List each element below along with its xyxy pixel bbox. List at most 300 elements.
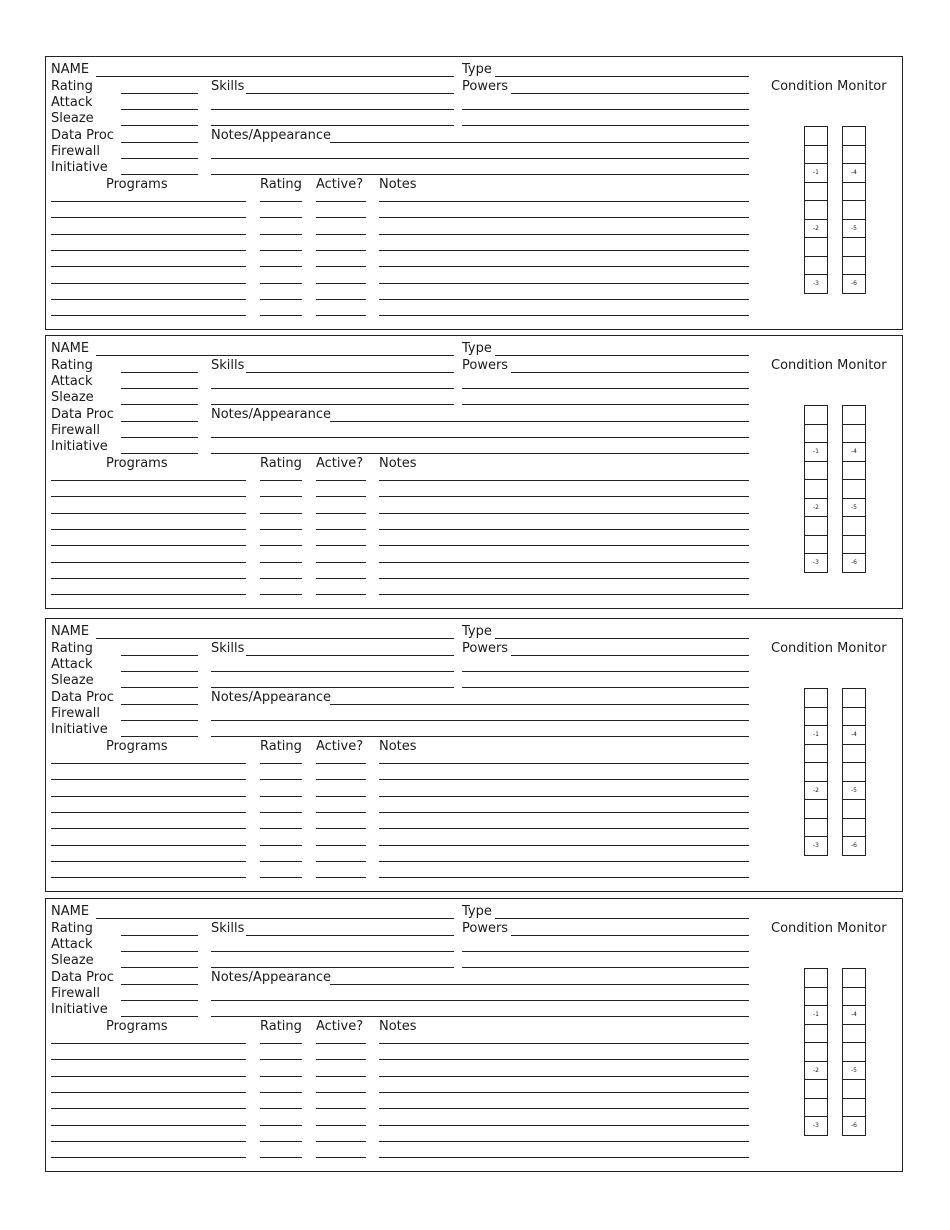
condition-box[interactable] (842, 1098, 866, 1118)
program-name-cell[interactable] (51, 480, 246, 481)
program-name-cell[interactable] (51, 562, 246, 563)
program-notes-cell[interactable] (379, 763, 749, 764)
program-active-cell[interactable] (316, 779, 366, 780)
firewall-field[interactable] (121, 158, 198, 159)
program-rating-cell[interactable] (260, 496, 302, 497)
skills-field[interactable] (246, 655, 454, 656)
program-rating-cell[interactable] (260, 845, 302, 846)
attack-field[interactable] (121, 671, 198, 672)
program-rating-cell[interactable] (260, 578, 302, 579)
program-name-cell[interactable] (51, 812, 246, 813)
program-rating-cell[interactable] (260, 315, 302, 316)
condition-box[interactable]: -6 (842, 1116, 866, 1136)
condition-box[interactable]: -3 (804, 274, 828, 294)
condition-box[interactable] (804, 516, 828, 536)
type-field[interactable] (495, 355, 749, 356)
condition-box[interactable] (804, 799, 828, 819)
condition-box[interactable]: -6 (842, 274, 866, 294)
program-notes-cell[interactable] (379, 529, 749, 530)
condition-box[interactable]: -6 (842, 553, 866, 573)
notes-appearance-field-3[interactable] (211, 736, 749, 737)
notes-appearance-field[interactable] (330, 421, 749, 422)
condition-box[interactable] (842, 145, 866, 165)
data-proc-field[interactable] (121, 984, 198, 985)
notes-appearance-field-2[interactable] (211, 1000, 749, 1001)
condition-box[interactable] (842, 688, 866, 708)
skills-field-3[interactable] (211, 967, 454, 968)
condition-box[interactable] (842, 744, 866, 764)
condition-box[interactable] (804, 1079, 828, 1099)
program-rating-cell[interactable] (260, 250, 302, 251)
condition-box[interactable]: -6 (842, 836, 866, 856)
program-name-cell[interactable] (51, 201, 246, 202)
program-active-cell[interactable] (316, 1157, 366, 1158)
condition-box[interactable] (804, 237, 828, 257)
program-notes-cell[interactable] (379, 283, 749, 284)
rating-label: Rating (51, 641, 93, 656)
program-name-cell[interactable] (51, 529, 246, 530)
program-notes-cell[interactable] (379, 877, 749, 878)
condition-box[interactable] (804, 126, 828, 146)
condition-box[interactable] (842, 256, 866, 276)
program-rating-cell[interactable] (260, 877, 302, 878)
condition-monitor-title: Condition Monitor (771, 921, 887, 936)
program-active-cell[interactable] (316, 812, 366, 813)
program-active-cell[interactable] (316, 1059, 366, 1060)
condition-box[interactable]: -4 (842, 1005, 866, 1025)
program-notes-cell[interactable] (379, 828, 749, 829)
program-rating-cell[interactable] (260, 266, 302, 267)
program-active-cell[interactable] (316, 1043, 366, 1044)
program-rating-cell[interactable] (260, 1076, 302, 1077)
notes-appearance-field-2[interactable] (211, 720, 749, 721)
program-rating-header: Rating (260, 739, 302, 754)
program-rating-cell[interactable] (260, 1108, 302, 1109)
condition-box[interactable] (842, 424, 866, 444)
program-active-cell[interactable] (316, 1108, 366, 1109)
program-active-cell[interactable] (316, 562, 366, 563)
program-rating-cell[interactable] (260, 594, 302, 595)
program-notes-cell[interactable] (379, 234, 749, 235)
rating-label: Rating (51, 79, 93, 94)
attack-field[interactable] (121, 388, 198, 389)
condition-box[interactable] (804, 424, 828, 444)
initiative-field[interactable] (121, 174, 198, 175)
program-name-cell[interactable] (51, 545, 246, 546)
program-active-cell[interactable] (316, 861, 366, 862)
rating-field[interactable] (121, 372, 198, 373)
program-rating-cell[interactable] (260, 861, 302, 862)
condition-box[interactable] (804, 987, 828, 1007)
condition-box[interactable]: -3 (804, 553, 828, 573)
condition-box[interactable] (804, 688, 828, 708)
condition-monitor-column-right (842, 126, 866, 294)
notes-appearance-field-3[interactable] (211, 174, 749, 175)
program-rating-cell[interactable] (260, 234, 302, 235)
powers-label: Powers (462, 358, 509, 373)
condition-box[interactable]: -1 (804, 725, 828, 745)
notes-appearance-field[interactable] (330, 984, 749, 985)
sleaze-label: Sleaze (51, 673, 94, 688)
skills-field-3[interactable] (211, 687, 454, 688)
program-rating-cell[interactable] (260, 796, 302, 797)
condition-box[interactable] (842, 1042, 866, 1062)
program-rating-cell[interactable] (260, 299, 302, 300)
rating-field[interactable] (121, 93, 198, 94)
condition-box[interactable] (842, 1079, 866, 1099)
condition-box[interactable] (804, 200, 828, 220)
program-notes-cell[interactable] (379, 845, 749, 846)
program-rating-cell[interactable] (260, 812, 302, 813)
type-field[interactable] (495, 638, 749, 639)
data-proc-label: Data Proc (51, 407, 114, 422)
notes-appearance-field[interactable] (330, 704, 749, 705)
program-notes-cell[interactable] (379, 796, 749, 797)
condition-box[interactable] (804, 1098, 828, 1118)
program-name-cell[interactable] (51, 796, 246, 797)
condition-box[interactable] (842, 987, 866, 1007)
program-active-cell[interactable] (316, 828, 366, 829)
powers-field-2[interactable] (462, 109, 749, 110)
powers-field[interactable] (511, 93, 749, 94)
type-label: Type (462, 624, 492, 639)
program-notes-cell[interactable] (379, 1125, 749, 1126)
program-active-cell[interactable] (316, 1125, 366, 1126)
condition-monitor-column-right (842, 405, 866, 573)
condition-box[interactable] (842, 1024, 866, 1044)
name-field[interactable] (96, 918, 454, 919)
record-card-3 (45, 618, 903, 892)
program-name-cell[interactable] (51, 1108, 246, 1109)
program-active-cell[interactable] (316, 763, 366, 764)
firewall-field[interactable] (121, 720, 198, 721)
program-notes-cell[interactable] (379, 1076, 749, 1077)
powers-field[interactable] (511, 935, 749, 936)
program-notes-cell[interactable] (379, 1157, 749, 1158)
condition-box[interactable]: -4 (842, 163, 866, 183)
program-rating-cell[interactable] (260, 779, 302, 780)
condition-box[interactable]: -1 (804, 1005, 828, 1025)
sleaze-field[interactable] (121, 404, 198, 405)
program-active-cell[interactable] (316, 1141, 366, 1142)
program-rating-cell[interactable] (260, 1125, 302, 1126)
program-name-cell[interactable] (51, 1125, 246, 1126)
notes-appearance-field-2[interactable] (211, 158, 749, 159)
program-active-cell[interactable] (316, 234, 366, 235)
rating-field[interactable] (121, 935, 198, 936)
program-name-cell[interactable] (51, 763, 246, 764)
program-active-cell[interactable] (316, 796, 366, 797)
condition-box[interactable] (842, 762, 866, 782)
skills-label: Skills (211, 79, 245, 94)
program-active-cell[interactable] (316, 283, 366, 284)
powers-field[interactable] (511, 372, 749, 373)
program-notes-cell[interactable] (379, 578, 749, 579)
program-active-cell[interactable] (316, 299, 366, 300)
program-name-cell[interactable] (51, 779, 246, 780)
program-notes-cell[interactable] (379, 1141, 749, 1142)
program-rating-cell[interactable] (260, 201, 302, 202)
name-field[interactable] (96, 638, 454, 639)
program-rating-cell[interactable] (260, 513, 302, 514)
condition-box[interactable]: -4 (842, 725, 866, 745)
condition-box[interactable]: -2 (804, 498, 828, 518)
condition-box[interactable] (842, 818, 866, 838)
program-name-cell[interactable] (51, 266, 246, 267)
condition-box[interactable] (842, 516, 866, 536)
program-name-cell[interactable] (51, 828, 246, 829)
attack-label: Attack (51, 657, 93, 672)
powers-field-2[interactable] (462, 951, 749, 952)
data-proc-field[interactable] (121, 421, 198, 422)
program-notes-cell[interactable] (379, 779, 749, 780)
program-notes-cell[interactable] (379, 594, 749, 595)
program-rating-cell[interactable] (260, 529, 302, 530)
condition-monitor-column-left (804, 688, 828, 856)
program-rating-cell[interactable] (260, 1043, 302, 1044)
program-rating-cell[interactable] (260, 828, 302, 829)
condition-box[interactable] (842, 968, 866, 988)
active-header: Active? (316, 456, 364, 471)
program-rating-cell[interactable] (260, 1059, 302, 1060)
program-active-cell[interactable] (316, 877, 366, 878)
firewall-field[interactable] (121, 1000, 198, 1001)
program-name-cell[interactable] (51, 1059, 246, 1060)
firewall-label: Firewall (51, 706, 101, 721)
firewall-field[interactable] (121, 437, 198, 438)
condition-box[interactable] (842, 707, 866, 727)
skills-field-2[interactable] (211, 109, 454, 110)
name-field[interactable] (96, 76, 454, 77)
condition-box[interactable] (804, 405, 828, 425)
condition-box[interactable]: -3 (804, 1116, 828, 1136)
condition-box[interactable]: -4 (842, 442, 866, 462)
program-rating-cell[interactable] (260, 1141, 302, 1142)
condition-box[interactable] (804, 968, 828, 988)
condition-box[interactable]: -5 (842, 1061, 866, 1081)
condition-box[interactable]: -1 (804, 442, 828, 462)
skills-field-2[interactable] (211, 671, 454, 672)
notes-appearance-field[interactable] (330, 142, 749, 143)
type-field[interactable] (495, 76, 749, 77)
program-active-cell[interactable] (316, 266, 366, 267)
program-active-cell[interactable] (316, 201, 366, 202)
program-rating-cell[interactable] (260, 1092, 302, 1093)
program-active-cell[interactable] (316, 513, 366, 514)
program-rating-cell[interactable] (260, 763, 302, 764)
powers-field-3[interactable] (462, 967, 749, 968)
skills-field[interactable] (246, 93, 454, 94)
program-active-cell[interactable] (316, 529, 366, 530)
program-notes-cell[interactable] (379, 217, 749, 218)
sleaze-field[interactable] (121, 687, 198, 688)
program-name-cell[interactable] (51, 250, 246, 251)
program-notes-cell[interactable] (379, 201, 749, 202)
condition-box[interactable]: -2 (804, 219, 828, 239)
condition-box[interactable]: -2 (804, 781, 828, 801)
program-notes-cell[interactable] (379, 1059, 749, 1060)
data-proc-field[interactable] (121, 704, 198, 705)
powers-label: Powers (462, 79, 509, 94)
powers-field-3[interactable] (462, 404, 749, 405)
notes-header: Notes (379, 456, 417, 471)
condition-box[interactable] (842, 799, 866, 819)
condition-box[interactable] (804, 535, 828, 555)
program-name-cell[interactable] (51, 283, 246, 284)
condition-box[interactable] (804, 479, 828, 499)
program-name-cell[interactable] (51, 496, 246, 497)
program-notes-cell[interactable] (379, 562, 749, 563)
condition-box[interactable] (842, 535, 866, 555)
program-notes-cell[interactable] (379, 1043, 749, 1044)
name-field[interactable] (96, 355, 454, 356)
initiative-field[interactable] (121, 453, 198, 454)
condition-box[interactable] (842, 405, 866, 425)
condition-box[interactable] (842, 200, 866, 220)
condition-box[interactable] (804, 818, 828, 838)
program-notes-cell[interactable] (379, 545, 749, 546)
powers-field-2[interactable] (462, 671, 749, 672)
program-active-cell[interactable] (316, 545, 366, 546)
condition-box[interactable]: -5 (842, 781, 866, 801)
program-rating-cell[interactable] (260, 545, 302, 546)
program-active-cell[interactable] (316, 315, 366, 316)
condition-box[interactable] (804, 707, 828, 727)
condition-box[interactable]: -5 (842, 219, 866, 239)
program-rating-cell[interactable] (260, 217, 302, 218)
program-notes-cell[interactable] (379, 299, 749, 300)
program-rating-cell[interactable] (260, 562, 302, 563)
program-notes-cell[interactable] (379, 480, 749, 481)
initiative-field[interactable] (121, 1016, 198, 1017)
attack-label: Attack (51, 95, 93, 110)
record-card-1 (45, 56, 903, 330)
initiative-field[interactable] (121, 736, 198, 737)
skills-field-2[interactable] (211, 388, 454, 389)
program-active-cell[interactable] (316, 250, 366, 251)
program-notes-cell[interactable] (379, 812, 749, 813)
program-notes-cell[interactable] (379, 266, 749, 267)
program-name-cell[interactable] (51, 861, 246, 862)
type-field[interactable] (495, 918, 749, 919)
program-active-cell[interactable] (316, 845, 366, 846)
attack-field[interactable] (121, 951, 198, 952)
notes-appearance-field-3[interactable] (211, 453, 749, 454)
program-rating-header: Rating (260, 456, 302, 471)
program-name-cell[interactable] (51, 1076, 246, 1077)
program-name-cell[interactable] (51, 513, 246, 514)
condition-box[interactable] (842, 126, 866, 146)
program-name-cell[interactable] (51, 578, 246, 579)
program-rating-cell[interactable] (260, 1157, 302, 1158)
condition-box[interactable]: -5 (842, 498, 866, 518)
program-rating-cell[interactable] (260, 480, 302, 481)
powers-field[interactable] (511, 655, 749, 656)
program-name-cell[interactable] (51, 1043, 246, 1044)
initiative-label: Initiative (51, 160, 108, 175)
program-active-cell[interactable] (316, 578, 366, 579)
program-name-cell[interactable] (51, 1141, 246, 1142)
skills-field-3[interactable] (211, 404, 454, 405)
sleaze-field[interactable] (121, 967, 198, 968)
program-name-cell[interactable] (51, 1157, 246, 1158)
condition-box[interactable] (804, 1042, 828, 1062)
program-notes-cell[interactable] (379, 1092, 749, 1093)
attack-field[interactable] (121, 109, 198, 110)
condition-box[interactable] (804, 744, 828, 764)
program-notes-cell[interactable] (379, 1108, 749, 1109)
data-proc-label: Data Proc (51, 690, 114, 705)
program-notes-cell[interactable] (379, 496, 749, 497)
program-name-cell[interactable] (51, 234, 246, 235)
condition-box[interactable] (804, 256, 828, 276)
sleaze-field[interactable] (121, 125, 198, 126)
condition-box[interactable] (804, 145, 828, 165)
program-active-cell[interactable] (316, 1076, 366, 1077)
notes-appearance-label: Notes/Appearance (211, 690, 331, 705)
program-notes-cell[interactable] (379, 861, 749, 862)
powers-field-3[interactable] (462, 687, 749, 688)
condition-box[interactable] (842, 479, 866, 499)
data-proc-field[interactable] (121, 142, 198, 143)
program-active-cell[interactable] (316, 594, 366, 595)
program-name-cell[interactable] (51, 217, 246, 218)
program-notes-cell[interactable] (379, 513, 749, 514)
firewall-label: Firewall (51, 144, 101, 159)
condition-monitor-column-right (842, 968, 866, 1136)
program-name-cell[interactable] (51, 299, 246, 300)
program-name-cell[interactable] (51, 845, 246, 846)
powers-field-3[interactable] (462, 125, 749, 126)
powers-field-2[interactable] (462, 388, 749, 389)
program-name-cell[interactable] (51, 1092, 246, 1093)
name-label: NAME (51, 904, 90, 919)
notes-appearance-field-2[interactable] (211, 437, 749, 438)
condition-box[interactable] (842, 461, 866, 481)
skills-field[interactable] (246, 935, 454, 936)
program-active-cell[interactable] (316, 1092, 366, 1093)
condition-box[interactable] (804, 461, 828, 481)
attack-label: Attack (51, 937, 93, 952)
program-name-cell[interactable] (51, 594, 246, 595)
condition-box[interactable]: -2 (804, 1061, 828, 1081)
condition-box[interactable]: -1 (804, 163, 828, 183)
condition-box[interactable] (804, 762, 828, 782)
condition-box[interactable] (804, 182, 828, 202)
skills-field[interactable] (246, 372, 454, 373)
condition-box[interactable] (804, 1024, 828, 1044)
condition-box[interactable] (842, 182, 866, 202)
program-active-cell[interactable] (316, 480, 366, 481)
condition-box[interactable] (842, 237, 866, 257)
skills-field-2[interactable] (211, 951, 454, 952)
program-notes-cell[interactable] (379, 315, 749, 316)
skills-field-3[interactable] (211, 125, 454, 126)
program-name-cell[interactable] (51, 877, 246, 878)
firewall-label: Firewall (51, 423, 101, 438)
program-notes-cell[interactable] (379, 250, 749, 251)
rating-field[interactable] (121, 655, 198, 656)
program-rating-cell[interactable] (260, 283, 302, 284)
condition-monitor-column-left (804, 405, 828, 573)
notes-appearance-field-3[interactable] (211, 1016, 749, 1017)
program-name-cell[interactable] (51, 315, 246, 316)
program-active-cell[interactable] (316, 217, 366, 218)
active-header: Active? (316, 1019, 364, 1034)
program-active-cell[interactable] (316, 496, 366, 497)
notes-appearance-label: Notes/Appearance (211, 128, 331, 143)
condition-box[interactable]: -3 (804, 836, 828, 856)
